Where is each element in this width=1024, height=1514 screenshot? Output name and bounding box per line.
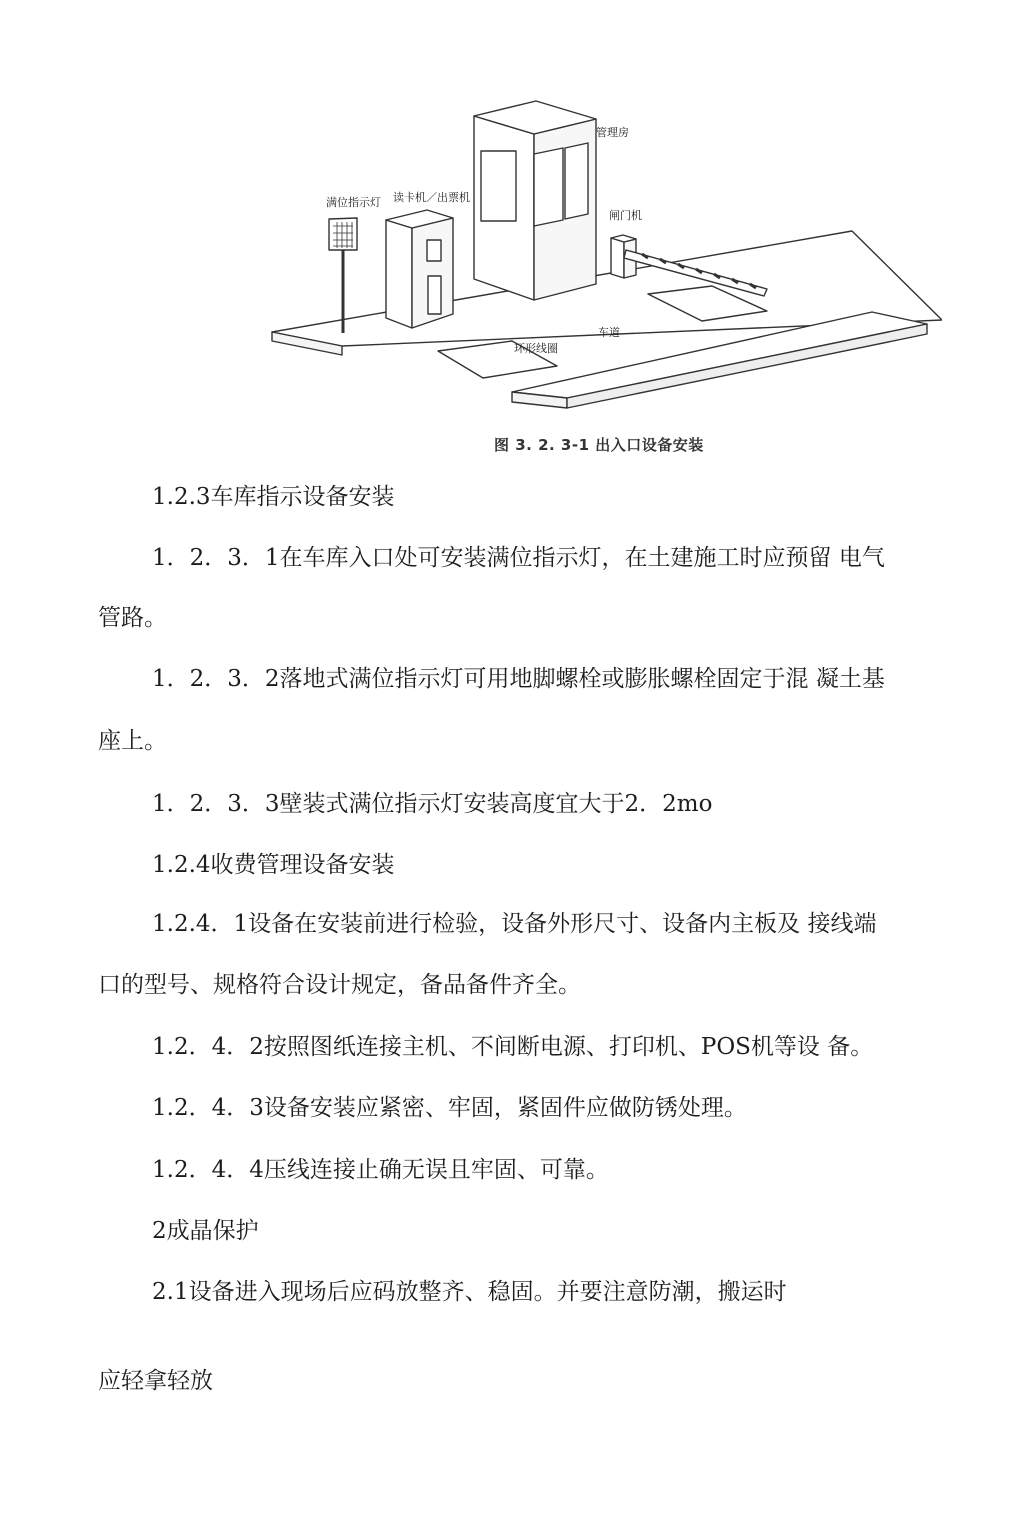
booth-window-side-a [534, 148, 563, 226]
figure-caption: 图 3. 2. 3-1 出入口设备安装 [494, 436, 704, 454]
paragraph-line: 2.1设备进入现场后应码放整齐、稳固。并要注意防潮，搬运时 [152, 1279, 787, 1305]
paragraph-line: 1.2．4．4压线连接止确无误且牢固、可靠。 [152, 1157, 609, 1183]
barrier-body-front [611, 238, 624, 278]
label-loop-coil: 环形线圈 [514, 342, 558, 355]
label-lane: 车道 [598, 326, 620, 339]
booth-window-front [481, 151, 516, 221]
section-heading-2: 2成晶保护 [152, 1218, 259, 1244]
section-heading-1-2-3: 1.2.3车库指示设备安装 [152, 484, 395, 510]
paragraph-line: 管路。 [98, 605, 167, 631]
paragraph-line: 1.2.4．1设备在安装前进行检验，设备外形尺寸、设备内主板及 接线端 [152, 911, 877, 937]
paragraph-line: 座上。 [98, 728, 167, 754]
label-card-reader: 读卡机／出票机 [393, 191, 470, 204]
paragraph-line: 1.2．4．2按照图纸连接主机、不间断电源、打印机、POS机等设 备。 [152, 1034, 874, 1060]
reader-front [386, 220, 412, 328]
paragraph-line: 1.2．4．3设备安装应紧密、牢固，紧固件应做防锈处理。 [152, 1095, 747, 1121]
paragraph-line: 1．2．3．2落地式满位指示灯可用地脚螺栓或膨胀螺栓固定于混 凝土基 [152, 666, 885, 692]
paragraph-line: 口的型号、规格符合设计规定，备品备件齐全。 [98, 972, 581, 998]
installation-diagram [262, 96, 942, 466]
right-platform-side [567, 324, 927, 408]
installation-diagram-svg [262, 96, 942, 466]
label-management-room: 管理房 [596, 126, 629, 139]
paragraph-line: 1．2．3．3壁装式满位指示灯安装高度宜大于2．2mo [152, 791, 713, 817]
indicator-panel [329, 218, 357, 250]
paragraph-line: 1．2．3．1在车库入口处可安装满位指示灯，在土建施工时应预留 电气 [152, 545, 885, 571]
reader-slot [428, 276, 441, 314]
paragraph-line: 应轻拿轻放 [98, 1368, 213, 1394]
section-heading-1-2-4: 1.2.4收费管理设备安装 [152, 852, 395, 878]
label-barrier: 闸门机 [609, 209, 642, 222]
label-full-indicator: 满位指示灯 [326, 196, 381, 209]
booth-window-side-b [565, 143, 588, 219]
reader-display [427, 240, 441, 261]
